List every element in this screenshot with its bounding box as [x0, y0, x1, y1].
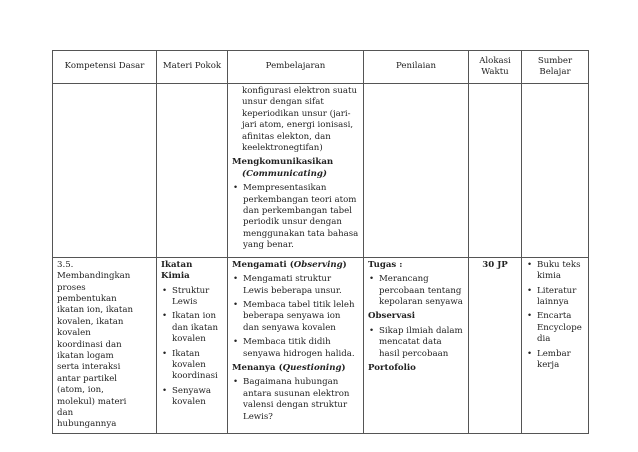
list-item: • Literatur lainnya — [526, 286, 584, 309]
table-row — [53, 84, 589, 258]
materi-title: Ikatan Kimia — [161, 259, 193, 282]
header-pembelajaran: Pembelajaran — [228, 51, 364, 84]
list-item: • Merancang percobaan tentang kepolaran senyawa — [368, 274, 464, 308]
header-alokasi: Alokasi Waktu — [469, 51, 522, 84]
sumber-list — [526, 260, 584, 372]
alokasi-value: 30 JP — [482, 259, 508, 270]
questioning-list — [232, 377, 359, 423]
header-sumber: Sumber Belajar — [522, 51, 589, 84]
communicating-list — [232, 183, 359, 251]
list-item: • Senyawa kovalen — [161, 386, 223, 409]
row1-sumber — [522, 84, 589, 258]
questioning-title: Menanya (Questioning) — [232, 362, 346, 373]
row2-kompetensi — [53, 257, 157, 433]
materi-list — [161, 286, 223, 409]
list-item: • Ikatan kovalen koordinasi — [161, 349, 223, 383]
list-item: • Membaca tabel titik leleh beberapa senyawa ion dan senyawa kovalen — [232, 300, 359, 334]
row1-kompetensi — [53, 84, 157, 258]
row1-penilaian — [364, 84, 469, 258]
row2-alokasi — [469, 257, 522, 433]
list-item: • Bagaimana hubungan antara susunan elektron valensi dengan struktur Lewis? — [232, 377, 359, 423]
tugas-title: Tugas : — [368, 259, 403, 270]
list-item: • Encarta Encyclope dia — [526, 311, 584, 345]
list-item: • Struktur Lewis — [161, 286, 223, 309]
observing-list — [232, 274, 359, 360]
syllabus-table — [52, 50, 589, 434]
list-item: • Ikatan ion dan ikatan kovalen — [161, 311, 223, 345]
kd-text: Membandingkan proses pembentukan ikatan ion, ikatan kovalen, ikatan kovalen koordinasi dan ikatan logam serta interaksi antar partikel (atom, ion, molekul) materi dan hubungannya — [57, 271, 134, 430]
observing-title: Mengamati (Observing) — [232, 259, 347, 270]
row2-pembelajaran — [228, 257, 364, 433]
row1-materi — [157, 84, 228, 258]
row2-materi — [157, 257, 228, 433]
row2-sumber — [522, 257, 589, 433]
continued-text: konfigurasi elektron suatu unsur dengan sifat keperiodikan unsur (jari-jari atom, energi ionisasi, afinitas elekton, dan keelektronegtifan) — [242, 86, 357, 154]
row1-pembelajaran — [228, 84, 364, 258]
header-materi: Materi Pokok — [157, 51, 228, 84]
row1-alokasi — [469, 84, 522, 258]
header-penilaian: Penilaian — [364, 51, 469, 84]
header-row — [53, 51, 589, 84]
communicating-subtitle: (Communicating) — [242, 168, 327, 179]
list-item: • Mempresentasikan perkembangan teori atom dan perkembangan tabel periodik unsur dengan menggunakan tata bahasa yang benar. — [232, 183, 359, 251]
kd-number: 3.5. — [57, 259, 74, 270]
list-item: • Membaca titik didih senyawa hidrogen halida. — [232, 337, 359, 360]
portofolio-title: Portofolio — [368, 362, 416, 373]
tugas-list — [368, 274, 464, 308]
list-item: • Sikap ilmiah dalam mencatat data hasil percobaan — [368, 326, 464, 360]
list-item: • Mengamati struktur Lewis beberapa unsur. — [232, 274, 359, 297]
row2-penilaian — [364, 257, 469, 433]
communicating-title: Mengkomunikasikan — [232, 157, 334, 168]
list-item: • Lembar kerja — [526, 349, 584, 372]
header-kompetensi: Kompetensi Dasar — [53, 51, 157, 84]
list-item: • Buku teks kimia — [526, 260, 584, 283]
table-row — [53, 257, 589, 433]
observasi-title: Observasi — [368, 311, 415, 322]
observasi-list — [368, 326, 464, 360]
